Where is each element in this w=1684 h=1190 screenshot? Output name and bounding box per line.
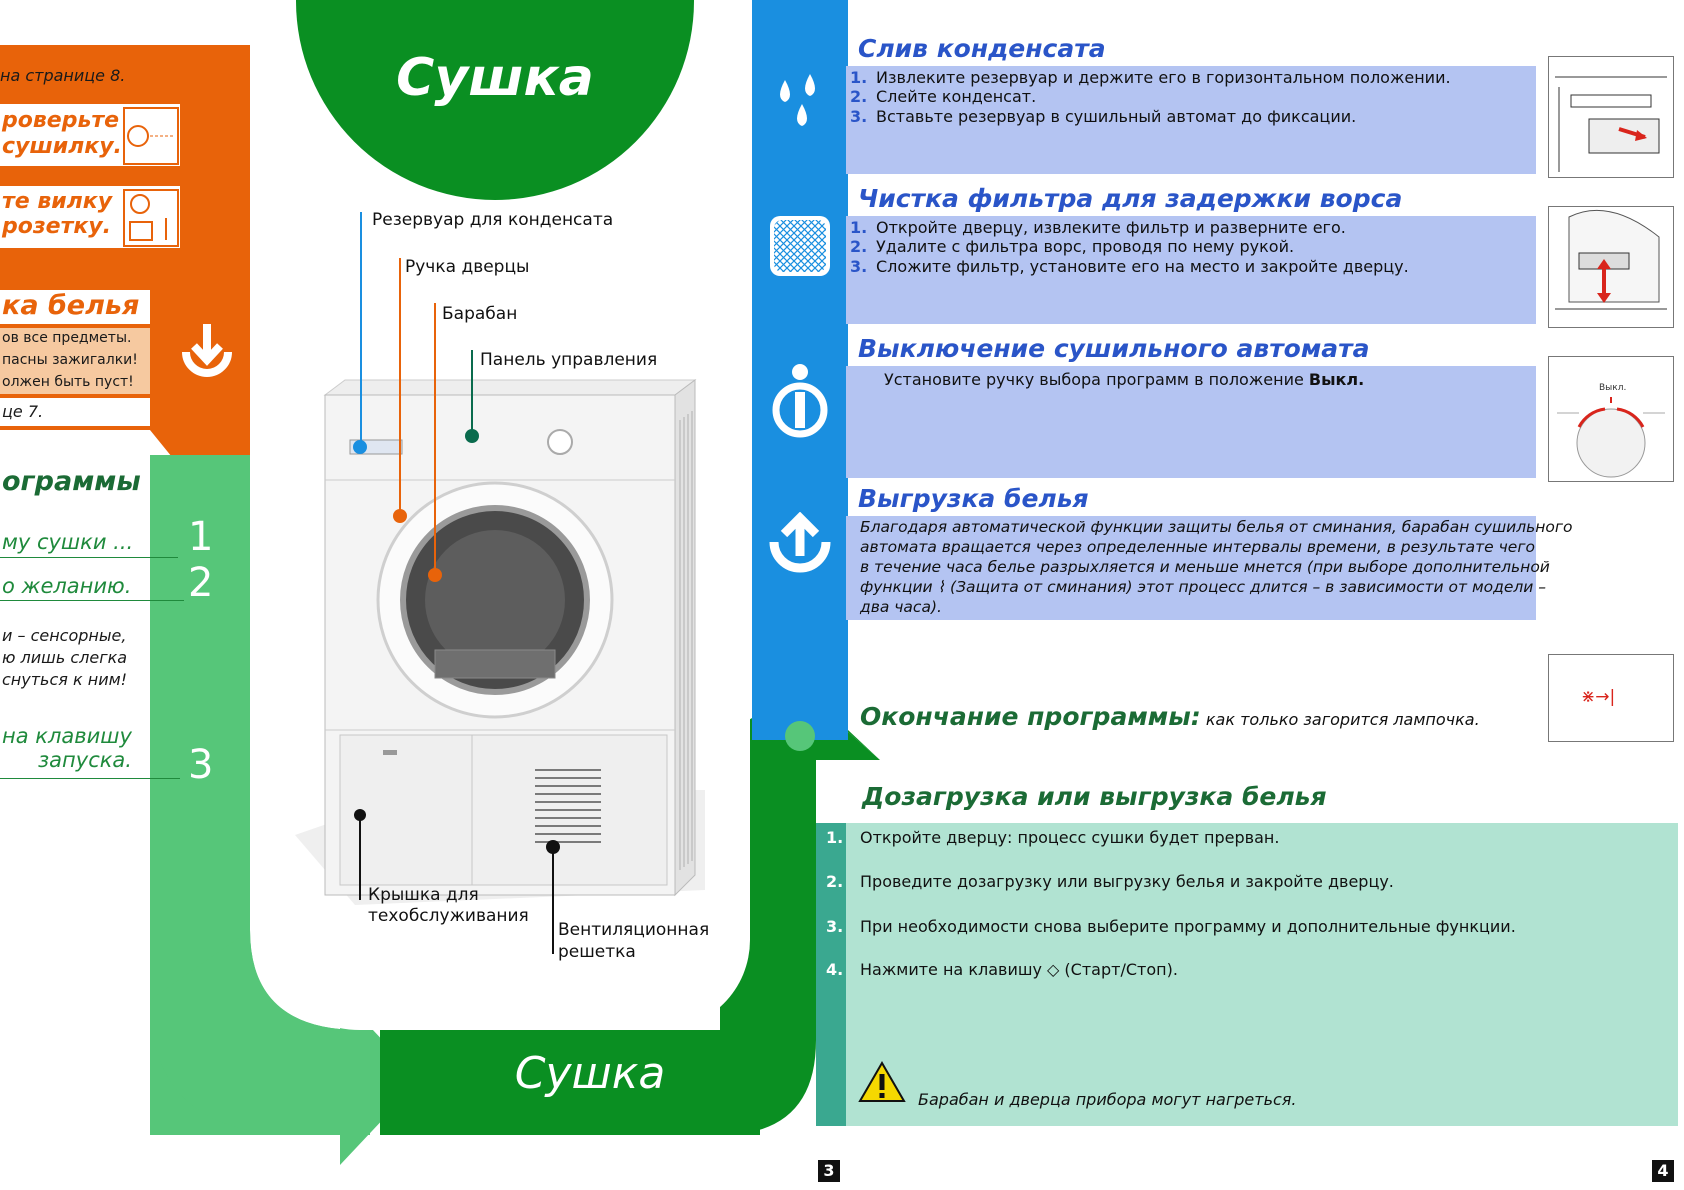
drum-leader — [434, 303, 436, 575]
end-indicator-image — [1548, 654, 1674, 742]
label-drum: Барабан — [442, 304, 518, 324]
drain-step-2: 2. Слейте конденсат. — [850, 87, 1037, 106]
label-handle: Ручка дверцы — [405, 257, 530, 277]
dryer-illustration — [285, 360, 725, 920]
plug-line2: розетку. — [2, 214, 111, 239]
drain-title: Слив конденсата — [858, 34, 1106, 63]
plug-line1: те вилку — [2, 189, 113, 214]
sensor2: ю лишь слегка — [2, 648, 128, 667]
left-p8: на странице 8. — [0, 66, 126, 85]
drain-step-3: 3. Вставьте резервуар в сушильный автомат до фиксации. — [850, 107, 1357, 126]
filter-image — [1548, 206, 1674, 328]
p7: це 7. — [2, 402, 44, 421]
cover-leader — [359, 815, 361, 900]
label-grille-2: решетка — [558, 942, 636, 962]
unload-line-2: автомата вращается через определенные интервалы времени, в результате чего — [860, 538, 1535, 556]
programs-title: ограммы — [2, 466, 141, 497]
drain-tank-image — [1548, 56, 1674, 178]
press1: на клавишу — [2, 724, 132, 748]
label-tank: Резервуар для конденсата — [372, 210, 614, 230]
unload-line-1: Благодаря автоматической функции защиты белья от сминания, барабан сушильного — [860, 518, 1573, 536]
load-title: ка белья — [2, 290, 140, 321]
check-line1: роверьте — [2, 108, 120, 133]
unload-line-3: в течение часа белье разрыхляется и меньше мнется (при выборе дополнительной — [860, 558, 1550, 576]
unload-line-5: два часа). — [860, 598, 942, 616]
load-note3: олжен быть пуст! — [2, 374, 134, 390]
grille-leader — [552, 847, 554, 954]
press2: запуска. — [38, 748, 132, 772]
unload-title: Выгрузка белья — [858, 484, 1089, 513]
filter-step-2: 2. Удалите с фильтра ворс, проводя по нему рукой. — [850, 237, 1295, 256]
label-panel: Панель управления — [480, 350, 658, 370]
warning-icon — [858, 1060, 906, 1104]
step2-line — [0, 600, 184, 601]
step1-num: 1 — [188, 514, 214, 560]
end-text: как только загорится лампочка. — [1205, 710, 1480, 729]
end-lamp-icon: ⋇→| — [1581, 687, 1616, 707]
lint-filter-icon — [766, 212, 834, 280]
end-title: Окончание программы: — [860, 702, 1201, 731]
power-off-icon — [768, 362, 832, 440]
off-text: Установите ручку выбора программ в положение Выкл. — [884, 370, 1365, 389]
filter-title: Чистка фильтра для задержки ворса — [858, 184, 1403, 213]
page-number-right: 4 — [1652, 1160, 1674, 1182]
end-row — [860, 702, 1480, 731]
panel-leader — [471, 350, 473, 436]
sensor1: и – сенсорные, — [2, 626, 127, 645]
dial-image — [1548, 356, 1674, 482]
reload-step-2: 2. Проведите дозагрузку или выгрузку белья и закройте дверцу. — [826, 872, 1394, 891]
step1-line — [0, 557, 178, 558]
handle-leader — [399, 258, 401, 516]
bottom-title: Сушка — [514, 1048, 666, 1099]
load-note2: пасны зажигалки! — [2, 352, 138, 368]
reload-title: Дозагрузка или выгрузка белья — [862, 782, 1327, 811]
step1-text: му сушки ... — [2, 530, 134, 554]
load-down-icon — [178, 322, 236, 384]
label-grille-1: Вентиляционная — [558, 920, 710, 940]
tank-leader — [360, 212, 362, 448]
dial-off-label: Выкл. — [1599, 383, 1627, 393]
page-number-left: 3 — [818, 1160, 840, 1182]
step3-num: 3 — [188, 742, 214, 788]
label-cover-2: техобслуживания — [368, 906, 529, 926]
check-dryer-icon — [122, 106, 180, 166]
warning-text: Барабан и дверца прибора могут нагреться. — [918, 1090, 1297, 1109]
sensor3: снуться к ним! — [2, 670, 128, 689]
load-note1: ов все предметы. — [2, 330, 132, 346]
step2-text: о желанию. — [2, 574, 132, 598]
filter-step-3: 3. Сложите фильтр, установите его на место и закройте дверцу. — [850, 257, 1409, 276]
check-line2: сушилку. — [2, 134, 122, 159]
reload-step-4: 4. Нажмите на клавишу ◇ (Старт/Стоп). — [826, 960, 1178, 979]
top-title: Сушка — [396, 48, 594, 108]
step2-num: 2 — [188, 560, 214, 606]
unload-up-icon — [766, 512, 834, 580]
step3-line — [0, 778, 180, 779]
water-drops-icon — [770, 70, 830, 130]
drain-step-1: 1. Извлеките резервуар и держите его в горизонтальном положении. — [850, 68, 1451, 87]
plug-socket-icon — [122, 188, 180, 248]
unload-line-4: функции ⌇ (Защита от сминания) этот процесс длится – в зависимости от модели – — [860, 578, 1547, 596]
off-title: Выключение сушильного автомата — [858, 334, 1370, 363]
filter-step-1: 1. Откройте дверцу, извлеките фильтр и разверните его. — [850, 218, 1346, 237]
reload-step-3: 3. При необходимости снова выберите программу и дополнительные функции. — [826, 917, 1516, 936]
reload-step-1: 1. Откройте дверцу: процесс сушки будет прерван. — [826, 828, 1280, 847]
label-cover-1: Крышка для — [368, 885, 479, 905]
